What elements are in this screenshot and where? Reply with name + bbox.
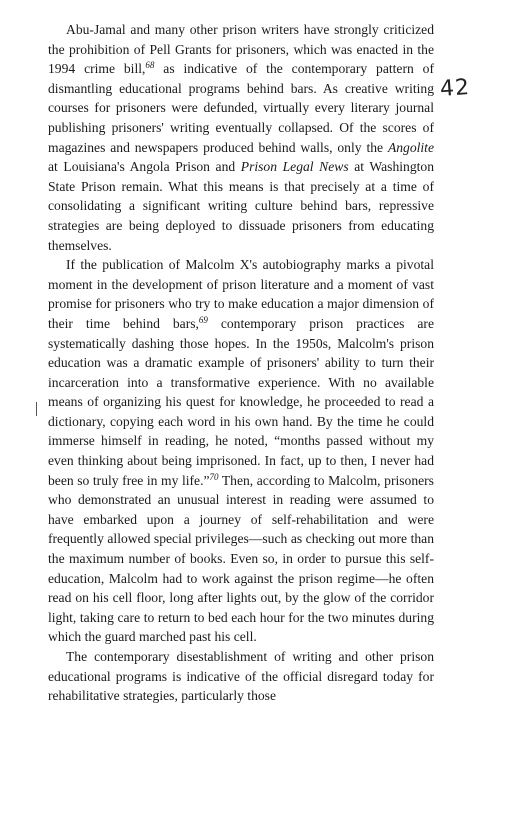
text-run: Abu-Jamal and many other prison writers have strongly criticized the prohibition of Pell Grants for prisoners, which was enacted in the 1994 crime bill, [48, 22, 434, 77]
footnote-ref: 68 [145, 60, 155, 71]
text-run: at Louisiana's Angola Prison and [48, 159, 241, 175]
text-run: contemporary prison practices are systematically dashing those hopes. In the 1950s, Malcolm's prison education was a dramatic example of prisoners' ability to turn their incarceration into a transformative experience. With no available means of organizing his quest for knowledge, he proceeded to read a dictionary, copying each word in his own hand. By the time he could immerse himself in reading, he noted, “months passed without my even thinking about being imprisoned. In fact, up to then, I never had been so truly free in my life.” [48, 315, 434, 488]
italic-title: Prison Legal News [240, 159, 349, 175]
paragraph [48, 647, 434, 706]
text-run: The contemporary disestablishment of writing and other prison educational programs is indicative of the official disregard today for rehabilitative strategies, particularly those [48, 649, 434, 704]
paragraph [48, 255, 434, 647]
body-text [48, 20, 434, 706]
paragraph [48, 20, 434, 255]
text-run: at Washington State Prison remain. What this means is that precisely at a time of consolidating a significant writing culture behind bars, repressive strategies are being deployed to dissuade prisoners from educating themselves. [48, 159, 434, 253]
margin-mark [36, 402, 37, 416]
footnote-ref: 70 [209, 471, 219, 482]
italic-title: Angolite [387, 139, 434, 155]
footnote-ref: 69 [198, 314, 208, 325]
text-run: Then, according to Malcolm, prisoners who demonstrated an unusual interest in reading were assumed to have embarked upon a journey of self-rehabilitation and were frequently allowed special privileges—such as checking out more than the maximum number of books. Even so, in order to pursue this self-education, Malcolm had to work against the prison regime—he often read on his cell floor, long after lights out, by the glow of the corridor light, taking care to return to bed each hour for the two minutes during which the guard marched past his cell. [48, 472, 434, 645]
text-run: If the publication of Malcolm X's autobiography marks a pivotal moment in the development of prison literature and a moment of vast promise for prisoners who try to make education a major dimension of their time behind bars, [48, 257, 434, 331]
text-run: as indicative of the contemporary pattern of dismantling educational programs behind bars. As creative writing courses for prisoners were defunded, virtually every literary journal publishing prisoners' writing eventually collapsed. Of the scores of magazines and newspapers produced behind walls, only the [48, 61, 434, 155]
handwritten-page-number: 42 [439, 74, 471, 103]
